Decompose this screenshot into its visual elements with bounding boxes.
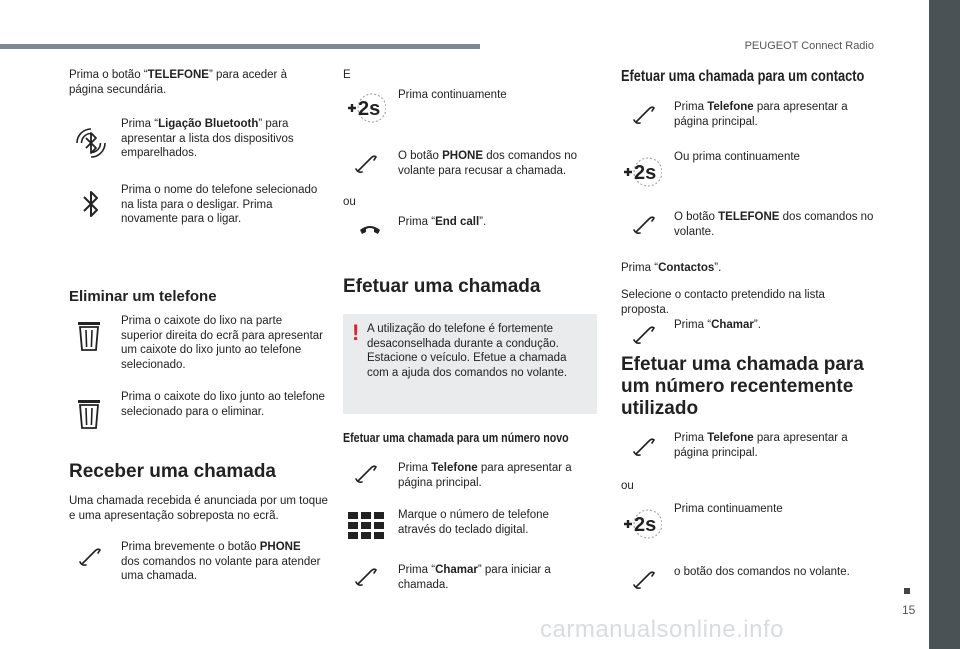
phone-button-icon [632,567,656,591]
warning-text: A utilização do telefone é fortemente desaconselhada durante a condução. Estacione o veículo. Efetue a chamada com a ajuda dos comandos no volante. [367,323,568,379]
trash-icon [77,398,101,430]
bluetooth-icon [80,188,102,220]
top-rule [0,44,480,49]
end-call-icon [358,222,382,236]
telefone-button-text: O botão TELEFONE dos comandos no volante. [674,211,874,238]
heading-call-contact: Efetuar uma chamada para um contacto [621,68,865,85]
select-contact-text: Selecione o contacto pretendido na lista proposta. [621,289,825,316]
phone-button-icon [632,102,656,126]
heading-new-number: Efetuar uma chamada para um número novo [343,430,569,445]
hold-2s-icon [344,92,386,124]
svg-text:2s: 2s [634,514,657,536]
hold-2s-icon [620,508,662,540]
step-phone-short: Prima brevemente o botão PHONE dos comandos no volante para atender uma chamada. [121,541,321,582]
step-phone-name: Prima o nome do telefone selecionado na lista para o desligar. Prima novamente para o ligar. [121,184,318,225]
heading-receive-call: Receber uma chamada [69,461,276,482]
phone-button-icon [354,564,378,588]
hold-2s-icon [620,156,662,188]
or-label: ou [621,480,634,492]
step-telefone: Prima Telefone para apresentar a página principal. [398,462,572,489]
warning-icon: ! [352,320,360,345]
phone-button-icon [632,212,656,236]
page-number: 15 [902,603,916,617]
receive-call-text: Uma chamada recebida é anunciada por um toque e uma apresentação sobreposta no ecrã. [69,495,328,522]
step-telefone-recent: Prima Telefone para apresentar a página principal. [674,432,848,459]
or-label: ou [343,196,356,208]
press-hold-text: Prima continuamente [674,503,783,515]
heading-delete-phone: Eliminar um telefone [69,288,217,305]
step-telefone: Prima Telefone para apresentar a página principal. [674,101,848,128]
end-call-text: Prima “End call”. [398,216,487,228]
and-label: E [343,69,351,81]
phone-button-icon [78,544,102,568]
phone-button-icon [354,151,378,175]
svg-text:2s: 2s [358,98,381,120]
step-call: Prima “Chamar” para iniciar a chamada. [398,564,551,591]
watermark: carmanualsonline.info [540,616,784,643]
keypad-icon [348,512,384,540]
press-hold-text: Prima continuamente [398,89,507,101]
heading-make-call: Efetuar uma chamada [343,276,541,297]
trash-icon [77,320,101,352]
step-trash-top: Prima o caixote do lixo na parte superior direita do ecrã para apresentar um caixote do lixo junto ao telefone selecionado. [121,315,324,371]
or-hold-text: Ou prima continuamente [674,151,800,163]
continuation-marker [904,588,910,594]
svg-text:2s: 2s [634,162,657,184]
phone-refuse-text: O botão PHONE dos comandos no volante para recusar a chamada. [398,150,578,177]
phone-button-icon [354,461,378,485]
side-band [929,0,960,649]
running-header: PEUGEOT Connect Radio [744,40,874,52]
phone-button-icon [632,434,656,458]
bluetooth-link-icon [72,124,110,162]
intro-text: Prima o botão “TELEFONE” para aceder à página secundária. [69,69,287,96]
contacts-text: Prima “Contactos”. [621,262,722,274]
steering-button-text: o botão dos comandos no volante. [674,566,850,578]
call-text: Prima “Chamar”. [674,319,761,331]
step-bluetooth-link: Prima “Ligação Bluetooth” para apresentar a lista dos dispositivos emparelhados. [121,118,294,159]
step-keypad: Marque o número de telefone através do teclado digital. [398,509,549,536]
phone-button-icon [632,322,656,346]
step-trash-next: Prima o caixote do lixo junto ao telefone selecionado para o eliminar. [121,391,325,418]
heading-recent-number: Efetuar uma chamada para um número recentemente utilizado [621,354,864,419]
